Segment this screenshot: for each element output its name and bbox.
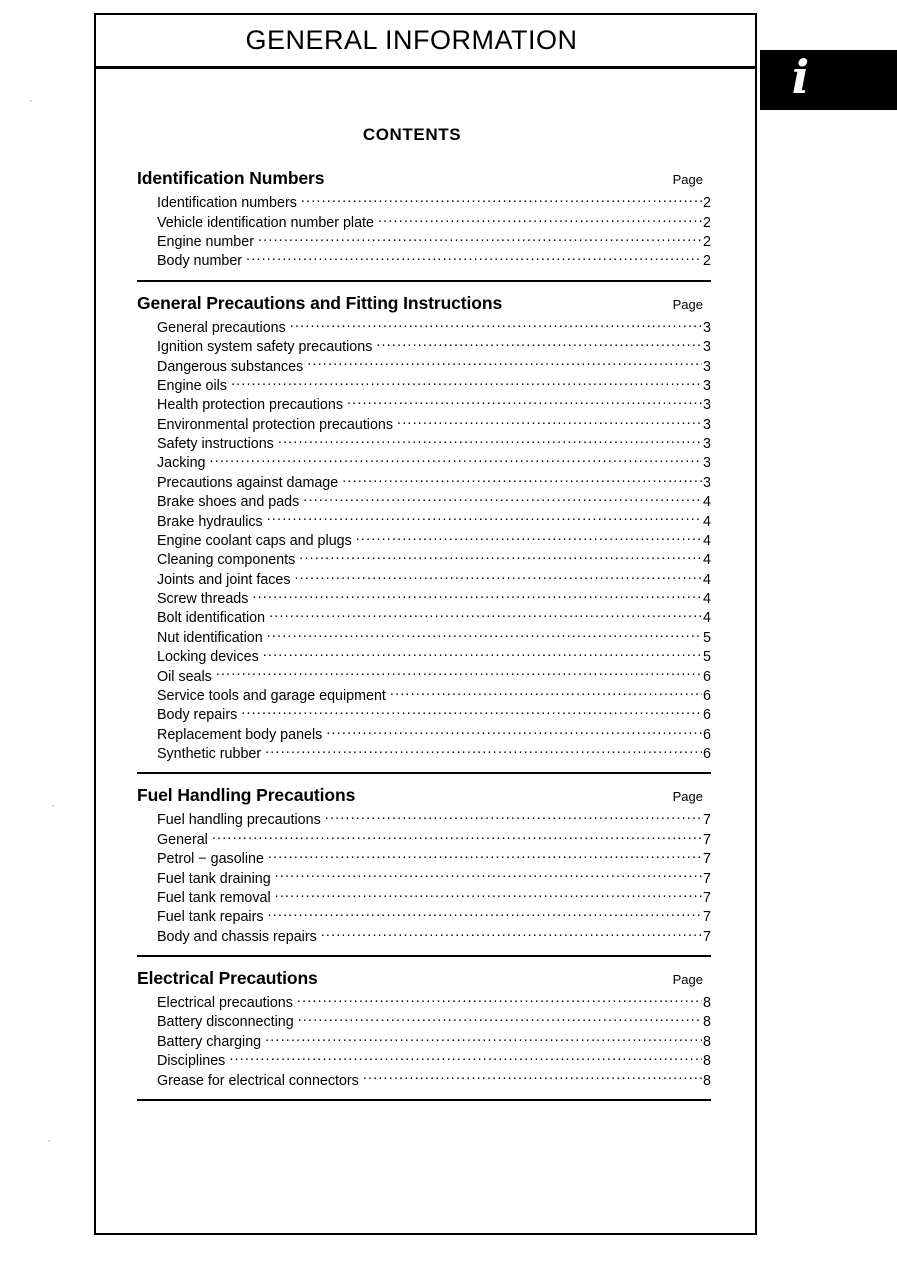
toc-entry-label: Body and chassis repairs: [157, 928, 317, 945]
dot-leader: [267, 628, 702, 642]
toc-entry-page-number: 8: [703, 1033, 711, 1050]
toc-entry[interactable]: [157, 888, 711, 907]
info-i-icon: i: [791, 50, 810, 104]
toc-entry-label: Jacking: [157, 455, 206, 472]
toc-entry-label: Service tools and garage equipment: [157, 687, 386, 704]
toc-entry-label: General: [157, 831, 208, 848]
dot-leader: [265, 744, 702, 758]
toc-entry-page-number: 5: [703, 629, 711, 646]
section-divider-rule: [137, 772, 711, 774]
scan-speck: [48, 1140, 50, 1142]
toc-entry[interactable]: [157, 453, 711, 472]
page-column-label: Page: [672, 971, 703, 987]
toc-entry-page-number: 6: [703, 726, 711, 743]
toc-section-title: Fuel Handling Precautions: [137, 785, 356, 806]
toc-entry-label: Oil seals: [157, 668, 212, 685]
dot-leader: [390, 686, 702, 700]
toc-entry-page-number: 2: [703, 214, 711, 231]
toc-entry-page-number: 4: [703, 571, 711, 588]
dot-leader: [397, 414, 702, 428]
toc-entry-label: Grease for electrical connectors: [157, 1072, 359, 1089]
toc-entry-page-number: 7: [703, 851, 711, 868]
dot-leader: [258, 232, 702, 246]
toc-entry-page-number: 4: [703, 532, 711, 549]
toc-entry-page-number: 6: [703, 687, 711, 704]
manual-page-sheet: [94, 13, 757, 1235]
toc-entry[interactable]: [157, 473, 711, 492]
toc-entry[interactable]: [157, 569, 711, 588]
toc-entry-label: Identification numbers: [157, 195, 297, 212]
toc-entry[interactable]: [157, 830, 711, 849]
toc-section-title: General Precautions and Fitting Instructions: [137, 292, 503, 313]
toc-entry[interactable]: [157, 608, 711, 627]
toc-entry-page-number: 3: [703, 436, 711, 453]
toc-entry[interactable]: [157, 1032, 711, 1051]
toc-entry-page-number: 6: [703, 668, 711, 685]
toc-entry-page-number: 2: [703, 234, 711, 251]
toc-entry-page-number: 5: [703, 649, 711, 666]
toc-entry-label: Ignition system safety precautions: [157, 339, 373, 356]
toc-section-title: Identification Numbers: [137, 168, 325, 188]
dot-leader: [267, 907, 702, 921]
toc-entry[interactable]: [157, 705, 711, 724]
toc-entry-label: Engine oils: [157, 377, 227, 394]
toc-entry[interactable]: [157, 550, 711, 569]
dot-leader: [209, 453, 702, 467]
toc-list: [157, 318, 711, 764]
toc-entry-page-number: 7: [703, 889, 711, 906]
toc-entry-label: Screw threads: [157, 591, 249, 608]
toc-entry-label: Nut identification: [157, 629, 263, 646]
dot-leader: [297, 993, 702, 1007]
toc-entry-label: Cleaning components: [157, 552, 296, 569]
toc-entry[interactable]: [157, 395, 711, 414]
dot-leader: [321, 926, 702, 940]
dot-leader: [267, 511, 702, 525]
info-tab[interactable]: [760, 50, 897, 110]
toc-entry-label: Battery disconnecting: [157, 1014, 294, 1031]
dot-leader: [216, 666, 702, 680]
toc-entry-label: Fuel tank draining: [157, 870, 271, 887]
toc-entry-page-number: 3: [703, 377, 711, 394]
toc-entry-page-number: 7: [703, 812, 711, 829]
toc-entry-label: Body number: [157, 253, 243, 270]
dot-leader: [275, 868, 702, 882]
toc-section-header: [137, 968, 711, 989]
dot-leader: [301, 193, 702, 207]
toc-entry-label: Precautions against damage: [157, 474, 339, 491]
dot-leader: [303, 492, 702, 506]
toc-section: [137, 785, 743, 957]
toc-entry[interactable]: [157, 666, 711, 685]
toc-section: [137, 968, 743, 1101]
dot-leader: [326, 724, 702, 738]
toc-entry[interactable]: [157, 1070, 711, 1089]
toc-entry-label: Fuel tank removal: [157, 889, 271, 906]
dot-leader: [378, 212, 702, 226]
dot-leader: [278, 434, 702, 448]
toc-entry[interactable]: [157, 907, 711, 926]
dot-leader: [299, 550, 702, 564]
toc-entry-page-number: 8: [703, 1053, 711, 1070]
toc-entry-label: Locking devices: [157, 649, 259, 666]
dot-leader: [347, 395, 702, 409]
toc-entry-page-number: 6: [703, 746, 711, 763]
toc-entry-label: Safety instructions: [157, 436, 274, 453]
dot-leader: [307, 356, 702, 370]
toc-entry-label: Brake shoes and pads: [157, 494, 300, 511]
toc-section-title: Electrical Precautions: [137, 967, 318, 988]
dot-leader: [241, 705, 702, 719]
toc-section-header: [137, 785, 711, 806]
toc-section: [137, 293, 743, 775]
toc-sections: [137, 168, 743, 1101]
toc-entry[interactable]: [157, 193, 711, 212]
dot-leader: [295, 569, 703, 583]
toc-entry[interactable]: [157, 251, 711, 270]
dot-leader: [265, 1032, 702, 1046]
dot-leader: [268, 849, 702, 863]
toc-entry-page-number: 4: [703, 494, 711, 511]
toc-entry-page-number: 3: [703, 455, 711, 472]
dot-leader: [275, 888, 702, 902]
toc-entry-label: Battery charging: [157, 1033, 262, 1050]
toc-entry-label: Vehicle identification number plate: [157, 214, 374, 231]
toc-entry-label: Body repairs: [157, 707, 238, 724]
toc-entry[interactable]: [157, 376, 711, 395]
contents-area: [96, 69, 755, 1112]
toc-entry-label: Fuel tank repairs: [157, 909, 264, 926]
toc-entry[interactable]: [157, 589, 711, 608]
page-title: GENERAL INFORMATION: [245, 25, 578, 55]
toc-list: [157, 193, 711, 271]
dot-leader: [212, 830, 702, 844]
section-divider-rule: [137, 955, 711, 957]
page-column-label: Page: [672, 296, 703, 312]
toc-entry-page-number: 3: [703, 358, 711, 375]
dot-leader: [298, 1012, 702, 1026]
toc-entry-page-number: 3: [703, 397, 711, 414]
toc-entry[interactable]: [157, 1051, 711, 1070]
toc-list: [157, 993, 711, 1090]
section-divider-rule: [137, 1099, 711, 1101]
toc-entry[interactable]: [157, 492, 711, 511]
toc-entry-page-number: 7: [703, 831, 711, 848]
toc-entry-page-number: 6: [703, 707, 711, 724]
toc-entry[interactable]: [157, 356, 711, 375]
toc-entry[interactable]: [157, 810, 711, 829]
toc-entry[interactable]: [157, 993, 711, 1012]
toc-entry-page-number: 7: [703, 870, 711, 887]
toc-entry-label: Engine number: [157, 234, 254, 251]
page-column-label: Page: [672, 172, 703, 187]
dot-leader: [252, 589, 702, 603]
dot-leader: [325, 810, 702, 824]
toc-entry[interactable]: [157, 212, 711, 231]
page-column-label: Page: [672, 789, 703, 805]
toc-entry[interactable]: [157, 337, 711, 356]
toc-entry-page-number: 3: [703, 474, 711, 491]
toc-section-header: [137, 168, 711, 189]
toc-entry-label: Joints and joint faces: [157, 571, 291, 588]
toc-entry[interactable]: [157, 434, 711, 453]
toc-entry-label: Brake hydraulics: [157, 513, 263, 530]
toc-entry-label: Synthetic rubber: [157, 746, 262, 763]
toc-entry-page-number: 2: [703, 195, 711, 212]
toc-entry-label: General precautions: [157, 319, 286, 336]
dot-leader: [229, 1051, 702, 1065]
toc-entry[interactable]: [157, 868, 711, 887]
toc-entry[interactable]: [157, 744, 711, 763]
toc-entry-page-number: 4: [703, 591, 711, 608]
toc-entry[interactable]: [157, 724, 711, 743]
toc-entry-label: Dangerous substances: [157, 358, 304, 375]
toc-entry-page-number: 8: [703, 1014, 711, 1031]
toc-entry-page-number: 7: [703, 928, 711, 945]
toc-entry-page-number: 3: [703, 416, 711, 433]
toc-entry-label: Engine coolant caps and plugs: [157, 532, 352, 549]
toc-entry[interactable]: [157, 414, 711, 433]
toc-entry-label: Environmental protection precautions: [157, 416, 394, 433]
toc-entry-page-number: 4: [703, 513, 711, 530]
toc-section: [137, 168, 743, 282]
toc-entry[interactable]: [157, 318, 711, 337]
toc-entry-label: Disciplines: [157, 1053, 226, 1070]
toc-entry-page-number: 3: [703, 339, 711, 356]
toc-entry[interactable]: [157, 647, 711, 666]
toc-entry[interactable]: [157, 1012, 711, 1031]
dot-leader: [376, 337, 702, 351]
dot-leader: [290, 318, 702, 332]
toc-entry-page-number: 8: [703, 995, 711, 1012]
dot-leader: [356, 531, 702, 545]
dot-leader: [342, 473, 702, 487]
toc-entry[interactable]: [157, 849, 711, 868]
dot-leader: [231, 376, 702, 390]
toc-entry-label: Fuel handling precautions: [157, 812, 321, 829]
toc-entry-page-number: 3: [703, 319, 711, 336]
toc-entry[interactable]: [157, 531, 711, 550]
page-header: [96, 15, 755, 69]
scan-speck: [30, 100, 32, 102]
toc-entry-page-number: 4: [703, 610, 711, 627]
toc-entry[interactable]: [157, 686, 711, 705]
toc-entry-page-number: 8: [703, 1072, 711, 1089]
toc-entry[interactable]: [157, 232, 711, 251]
toc-entry-label: Health protection precautions: [157, 397, 343, 414]
dot-leader: [246, 251, 702, 265]
contents-heading: CONTENTS: [362, 125, 462, 144]
toc-entry[interactable]: [157, 511, 711, 530]
toc-entry-label: Bolt identification: [157, 610, 266, 627]
dot-leader: [363, 1070, 702, 1084]
section-divider-rule: [137, 280, 711, 282]
toc-entry-label: Replacement body panels: [157, 726, 323, 743]
toc-entry-label: Electrical precautions: [157, 995, 293, 1012]
scan-speck: [52, 805, 54, 807]
toc-entry-page-number: 2: [703, 253, 711, 270]
toc-section-header: [137, 293, 711, 314]
dot-leader: [269, 608, 702, 622]
toc-entry[interactable]: [157, 628, 711, 647]
toc-list: [157, 810, 711, 946]
dot-leader: [263, 647, 702, 661]
toc-entry[interactable]: [157, 926, 711, 945]
toc-entry-page-number: 7: [703, 909, 711, 926]
toc-entry-page-number: 4: [703, 552, 711, 569]
toc-entry-label: Petrol − gasoline: [157, 851, 264, 868]
